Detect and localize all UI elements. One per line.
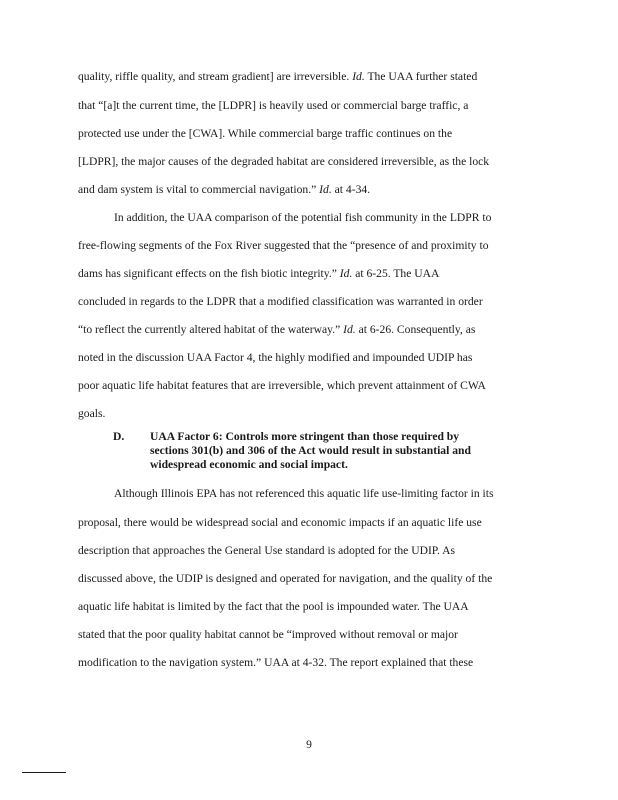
section-heading-line-2: sections 301(b) and 306 of the Act would result in substantial and xyxy=(150,444,471,457)
para3-line-6: stated that the poor quality habitat cannot be “improved without removal or major xyxy=(78,628,458,641)
para3-line-3: description that approaches the General Use standard is adopted for the UDIP. As xyxy=(78,544,456,557)
para1-line-5: and dam system is vital to commercial navigation.” Id. at 4-34. xyxy=(78,183,371,196)
para1-line-3: protected use under the [CWA]. While commercial barge traffic continues on the xyxy=(78,127,453,140)
para2-line-2: free-flowing segments of the Fox River suggested that the “presence of and proximity to xyxy=(78,239,489,252)
para3-line-7: modification to the navigation system.” UAA at 4-32. The report explained that these xyxy=(78,656,474,669)
para3-line-2: proposal, there would be widespread social and economic impacts if an aquatic life use xyxy=(78,516,482,529)
para3-line-4: discussed above, the UDIP is designed and operated for navigation, and the quality of the xyxy=(78,572,493,585)
para2-line-4: concluded in regards to the LDPR that a modified classification was warranted in order xyxy=(78,295,483,308)
para2-line-5: “to reflect the currently altered habitat of the waterway.” Id. at 6-26. Consequently, as xyxy=(78,323,476,336)
page-number: 9 xyxy=(306,738,312,751)
para2-line-8: goals. xyxy=(78,407,106,420)
section-heading-line-1: UAA Factor 6: Controls more stringent than those required by xyxy=(150,430,460,443)
para1-line-2: that “[a]t the current time, the [LDPR] is heavily used or commercial barge traffic, a xyxy=(78,99,469,112)
para1-line-1: quality, riffle quality, and stream gradient] are irreversible. Id. The UAA further stated xyxy=(78,70,478,83)
para3-line-1: Although Illinois EPA has not referenced this aquatic life use-limiting factor in its xyxy=(114,487,494,500)
para2-line-7: poor aquatic life habitat features that are irreversible, which prevent attainment of CWA xyxy=(78,379,486,392)
para2-line-6: noted in the discussion UAA Factor 4, the highly modified and impounded UDIP has xyxy=(78,351,473,364)
para3-line-5: aquatic life habitat is limited by the fact that the pool is impounded water. The UAA xyxy=(78,600,469,613)
para2-line-1: In addition, the UAA comparison of the potential fish community in the LDPR to xyxy=(114,211,492,224)
para2-line-3: dams has significant effects on the fish biotic integrity.” Id. at 6-25. The UAA xyxy=(78,267,440,280)
para1-line-4: [LDPR], the major causes of the degraded habitat are considered irreversible, as the lock xyxy=(78,155,490,168)
section-heading-label: D. xyxy=(113,430,125,443)
footnote-separator xyxy=(22,772,66,773)
section-heading-line-3: widespread economic and social impact. xyxy=(150,458,348,471)
